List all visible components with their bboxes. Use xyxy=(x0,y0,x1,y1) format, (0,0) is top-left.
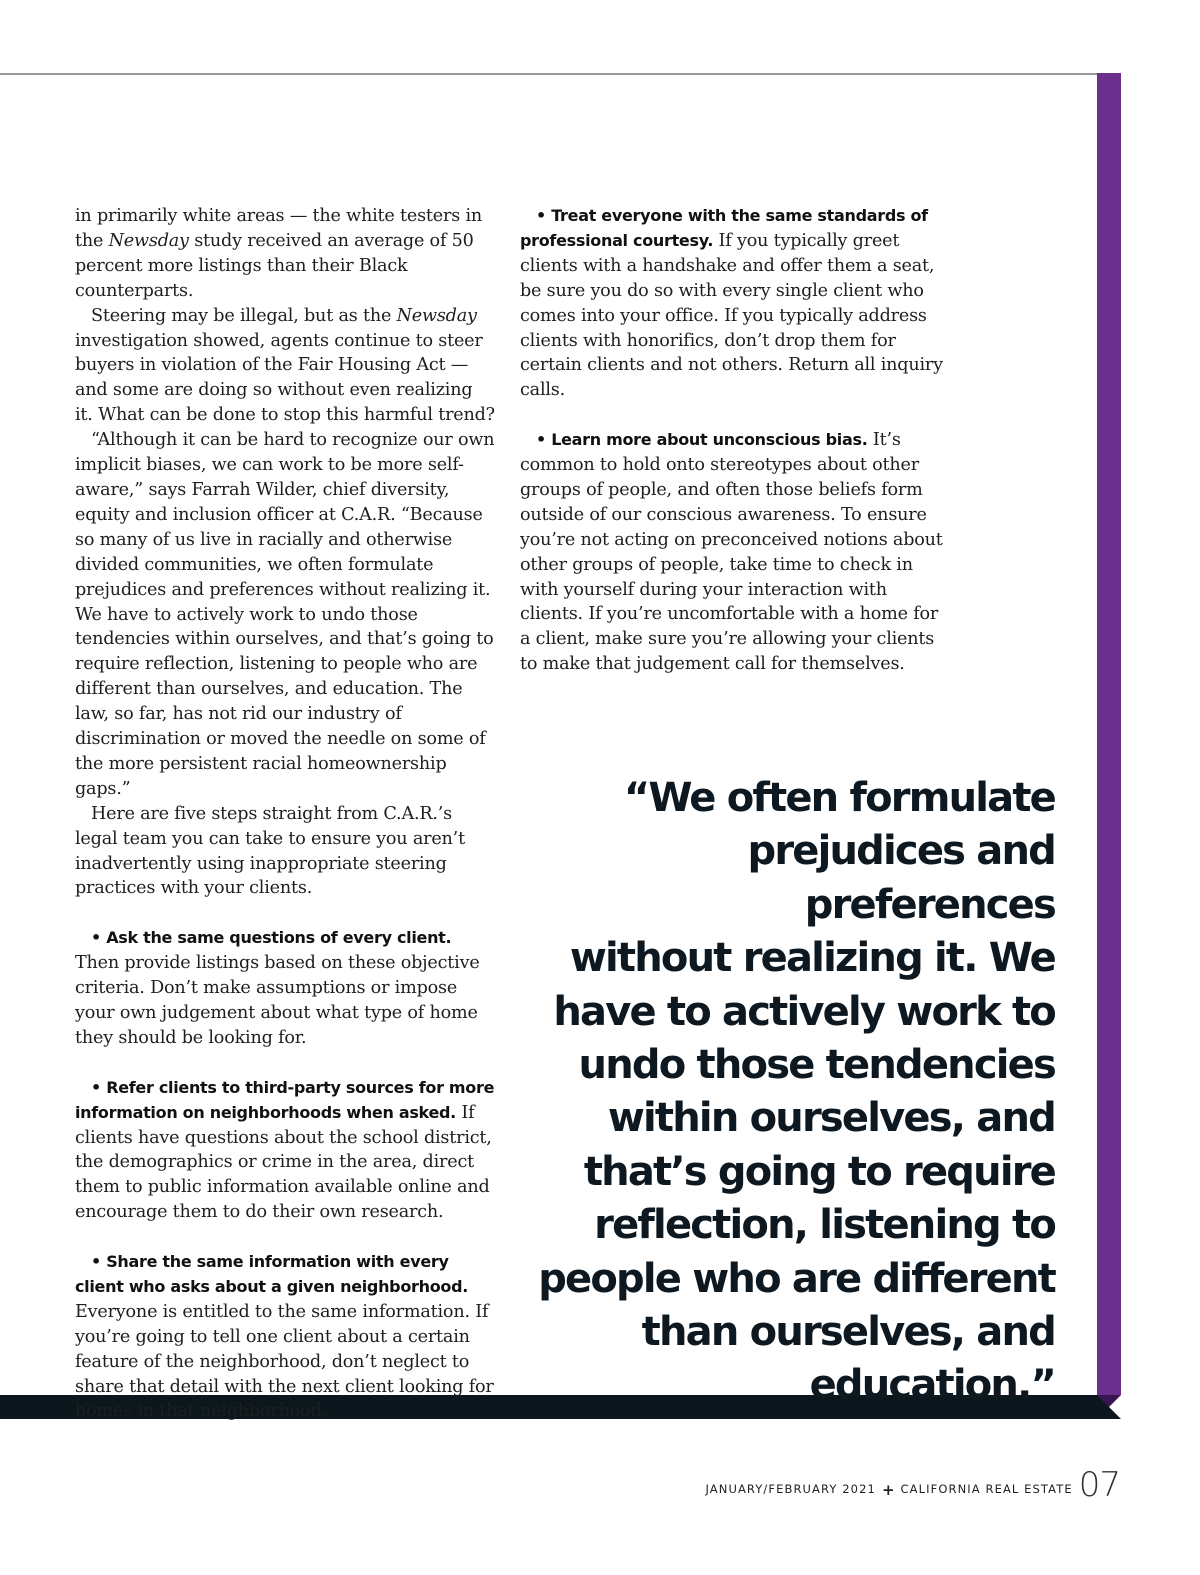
pull-quote-line: prejudices and preferences xyxy=(747,828,1055,928)
bullet-item: • Learn more about unconscious bias. It’s common to hold onto stereotypes about other groups of people, and often those beliefs form outside of our conscious awareness. To ensure you’re not acting on preconceived notions about other groups of people, take time to check in with yourself during your interaction with clients. If you’re uncomfortable with a home for a client, make sure you’re allowing your clients to make that judgement call for themselves. xyxy=(520,430,943,675)
bullet-lead: • Learn more about unconscious bias. xyxy=(536,430,868,450)
pull-quote-line: “We often formulate xyxy=(623,775,1055,821)
publication-title: CALIFORNIA REAL ESTATE xyxy=(900,1482,1073,1496)
left-column xyxy=(75,204,495,1424)
page-footer xyxy=(705,1462,1120,1505)
paragraph-steering: Steering may be illegal, but as the Newsday investigation showed, agents continue to steer buyers in violation of the Fair Housing Act — and some are doing so without even realizing it. What can be done to stop this harmful trend? xyxy=(75,305,495,426)
bullet-item: • Treat everyone with the same standards of professional courtesy. If you typically greet clients with a handshake and offer them a seat, be sure you do so with every single client who comes into your office. If you typically address clients with honorifics, don’t drop them for certain clients and not others. Return all inquiry calls. xyxy=(520,206,943,401)
paragraph-intro: in primarily white areas — the white testers in the Newsday study received an average of 50 percent more listings than their Black counterparts. xyxy=(75,206,482,301)
bullet-lead: • Share the same information with every client who asks about a given neighborhood. xyxy=(75,1252,469,1296)
page-number: 07 xyxy=(1078,1465,1120,1505)
pull-quote xyxy=(520,772,1055,1413)
pull-quote-line: undo those tendencies xyxy=(578,1042,1055,1089)
top-rule xyxy=(0,73,1097,75)
issue-date: JANUARY/FEBRUARY 2021 xyxy=(705,1482,876,1496)
bullet-item: • Share the same information with every client who asks about a given neighborhood. Everyone is entitled to the same information. If you’re going to tell one client about a certain feature of the neighborhood, don’t neglect to share that detail with the next client looking for homes in that neighborhood. xyxy=(75,1252,494,1422)
pull-quote-line: than ourselves, and xyxy=(641,1309,1055,1356)
bullet-item: • Ask the same questions of every client. Then provide listings based on these objective criteria. Don’t make assumptions or impose your own judgement about what type of home they should be looking for. xyxy=(75,928,480,1048)
bullet-lead: • Treat everyone with the same standards of professional courtesy. xyxy=(520,206,928,250)
publication-name: Newsday xyxy=(108,230,189,251)
right-column xyxy=(520,204,945,677)
pull-quote-line: reflection, listening to xyxy=(594,1202,1055,1249)
publication-name: Newsday xyxy=(396,305,477,326)
pull-quote-line: that’s going to require xyxy=(583,1148,1055,1195)
pull-quote-line: without realizing it. We xyxy=(569,935,1055,982)
separator-plus: + xyxy=(881,1481,895,1499)
bullet-item: • Refer clients to third-party sources for more information on neighborhoods when asked. If clients have questions about the school district, the demographics or crime in the area, direct them to public information available online and encourage them to do their own research. xyxy=(75,1077,495,1223)
pull-quote-line: education.” xyxy=(809,1362,1055,1409)
bullet-lead: • Ask the same questions of every client. xyxy=(91,928,452,948)
pull-quote-line: within ourselves, and xyxy=(607,1095,1055,1142)
paragraph-quote: “Although it can be hard to recognize our own implicit biases, we can work to be more self-aware,” says Farrah Wilder, chief diversity, equity and inclusion officer at C.A.R. “Because so many of us live in racially and otherwise divided communities, we often formulate prejudices and preferences without realizing it. We have to actively work to undo those tendencies within ourselves, and that’s going to require reflection, listening to people who are different than ourselves, and education. The law, so far, has not rid our industry of discrimination or moved the needle on some of the more persistent racial homeownership gaps.” xyxy=(75,430,495,799)
purple-accent-bar xyxy=(1097,73,1121,1395)
pull-quote-line: people who are different xyxy=(538,1255,1055,1302)
bullet-lead: • Refer clients to third-party sources for more information on neighborhoods when asked. xyxy=(75,1077,495,1122)
paragraph-steps-intro: Here are five steps straight from C.A.R.’s legal team you can take to ensure you aren’t inadvertently using inappropriate steering practices with your clients. xyxy=(75,803,465,899)
pull-quote-line: have to actively work to xyxy=(553,988,1055,1035)
